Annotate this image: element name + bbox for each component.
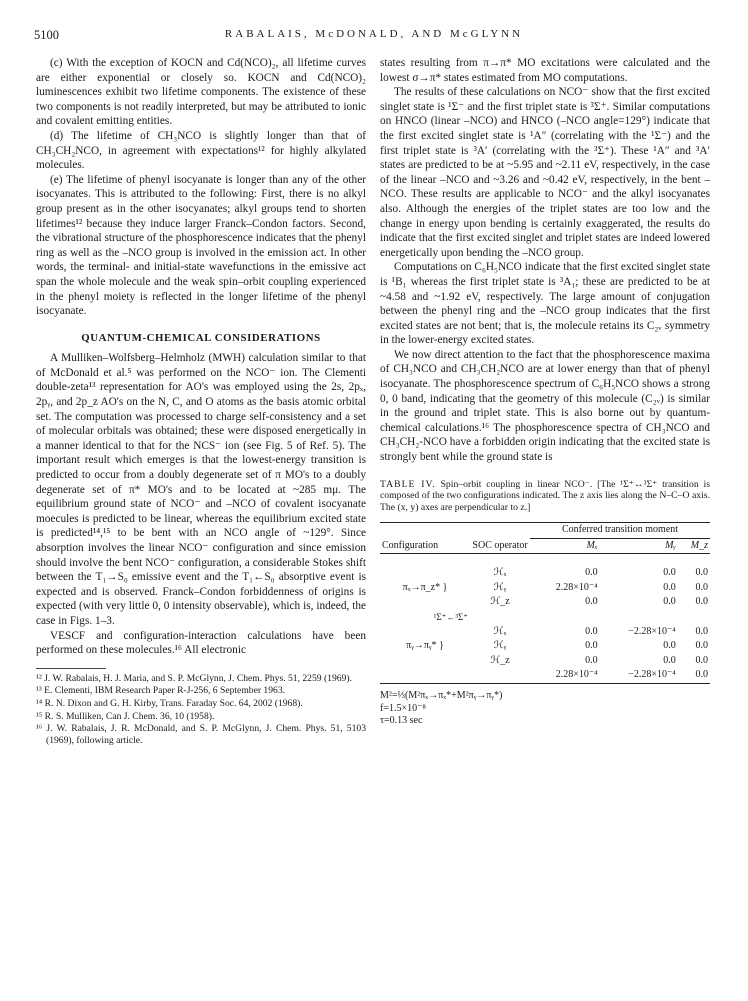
footnote: ¹⁴ R. N. Dixon and G. H. Kirby, Trans. Faraday Soc. 64, 2002 (1968). (36, 697, 303, 709)
page-number: 5100 (34, 28, 59, 42)
table-row: ℋ_z 0.0 0.0 0.0 (490, 654, 708, 666)
right-column (380, 56, 710, 728)
page-header (34, 28, 714, 48)
paragraph: Computations on C₆H₅NCO indicate that the first excited singlet state is ¹B₁ whereas the first triplet state is ³A₁; these are predicted to be at ~4.58 and ~1.92 eV, respectively. The large amount of conjugation between the phenyl ring and the –NCO group indicates that the first excited states are not bent; that is, the molecule retains its C₂ᵥ symmetry in the lower-energy excited states. (380, 261, 710, 347)
table-caption-text: Spin–orbit coupling in linear NCO⁻. [The ¹Σ⁺↔³Σ⁺ transition is composed of the two configurations indicated. The z axis lies along the N–C–O axis. The (x, y) axes are perpendicular to z.] (380, 478, 710, 514)
section-heading: QUANTUM-CHEMICAL CONSIDERATIONS (81, 331, 321, 344)
table-notes (380, 690, 710, 728)
paragraph: A Mulliken–Wolfsberg–Helmholz (MWH) calculation similar to that of McDonald et al.⁵ was performed on the NCO⁻ ion. The Clementi double-zeta¹³ representation for AO's was employed using the 2s, 2pₓ, 2pᵧ, and 2p_z AO's on the N, C, and O atoms as the basis atomic orbital set. The computation was processed to charge self-consistency and a set of molecular orbitals was obtained; these were disposed energetically in a manner identical to that for the NCS⁻ ion (see Fig. 5 of Ref. 5). The important result which emerges is that the lowest-energy transition is predicted to occur from a doubly degenerate set of π MO's to a doubly degenerate set of π* MO's and to be located at ~285 mμ. The equilibrium ground state of NCO⁻ and –NCO of covalent isocyanate moecules is predicted to be linear, whereas the equilibrium excited state is predicted¹⁴,¹⁵ to be bent with an NCO angle of ~129°. Since absorption involves the linear NCO⁻ configuration and since emission should involve the bent NCO⁻ configuration, a considerable Stokes shift between the T₁→S₀ emissive event and the T₁←S₀ absorptive event is expected and is observed. Franck–Condon forbiddenness of origins is expected (with very little 0, 0 intensity observable), which is, indeed, the case in Figs. 1–3. (36, 352, 366, 627)
footnote: ¹² J. W. Rabalais, H. J. Maria, and S. P. McGlynn, J. Chem. Phys. 51, 2259 (1969). (36, 672, 352, 684)
table-row: πᵧ→πᵧ* } ℋₓ 0.0 −2.28×10⁻⁴ 0.0 (380, 625, 710, 640)
table-note: f=1.5×10⁻⁸ (380, 702, 426, 714)
running-head: RABALAIS, McDONALD, AND McGLYNN (224, 28, 524, 40)
table-total-row: 2.28×10⁻⁴ −2.28×10⁻⁴ 0.0 (380, 668, 710, 683)
paragraph: (c) With the exception of KOCN and Cd(NCO)₂, all lifetime curves are either exponential or closely so. KOCN and Cd(NCO)₂ luminescences exhibit two lifetime components. The existence of these two components is not readily interpreted, but may be attributed to ionic and covalent emitting entities. (36, 57, 366, 128)
transition-label: ¹Σ⁺←³Σ⁺ (433, 611, 469, 622)
paragraph: states resulting from π→π* MO excitations were calculated and the lowest σ→π* states estimated from MO computations. (380, 57, 710, 84)
column-header: Configuration (380, 538, 470, 554)
table-row: ℋ_z 0.0 0.0 0.0 (490, 596, 708, 608)
table-row: ℋᵧ 0.0 0.0 0.0 (493, 640, 708, 652)
column-group-header: Conferred transition moment (530, 523, 710, 539)
table-row: ℋᵧ 2.28×10⁻⁴ 0.0 0.0 (493, 581, 708, 593)
column-header: SOC operator (470, 538, 530, 554)
left-column (36, 56, 366, 747)
configuration-cell: πᵧ→πᵧ* } (406, 640, 444, 652)
footnote: ¹³ E. Clementi, IBM Research Paper R-J-256, 6 September 1963. (36, 685, 286, 697)
table-row: πₓ→π_z* } ℋₓ 0.0 0.0 0.0 (380, 566, 710, 581)
configuration-cell: πₓ→π_z* } (402, 581, 448, 593)
paragraph: (e) The lifetime of phenyl isocyanate is longer than any of the other isocyanates. This is attributed to the following: First, there is no alkyl group present as in the other isocyanates; alkyl groups tend to shorten lifetimes¹² because they induce larger Franck–Condon factors. Second, the vibrational structure of the phosphorescence indicates that the phenyl ring as well as the –NCO group is involved in the emission act. In other words, the terminal- and initial-state wavefunctions in the emissive act span the whole molecule and the weak spin–orbit coupling experienced in the phenyl moiety is reflected in the longer lifetime of the phenyl isocyanate. (36, 173, 366, 318)
table-label: TABLE IV. (380, 478, 436, 490)
spin-orbit-table (380, 522, 710, 684)
table-note: M²=⅓(M²πₓ→πₓ*+M²πᵧ→πᵧ*) (380, 689, 503, 701)
footnote: ¹⁵ R. S. Mulliken, Can J. Chem. 36, 10 (1958). (36, 710, 215, 722)
column-header: Mᵧ (600, 538, 678, 554)
footnote-rule (36, 668, 106, 669)
paragraph: (d) The lifetime of CH₃NCO is slightly longer than that of CH₃CH₂NCO, in agreement with expectations¹² for highly alkylated molecules. (36, 129, 366, 172)
paragraph: The results of these calculations on NCO⁻ show that the first excited singlet state is ¹Σ⁻ and the first triplet state is ³Σ⁺. Similar computations on HNCO (linear –NCO) and HNCO (–NCO angle=129°) indicate that the first excited singlet state is ¹A″ (correlating with the ¹Σ⁻) and the first triplet state is ³A′ (correlating with the ³Σ⁺). These ¹A″ and ³A′ states are predicted to be at ~5.95 and ~2.11 eV, respectively, in the case of the linear –NCO and ~3.26 and ~0.42 eV, respectively, in the bent –NCO. These results are applicable to NCO⁻ and the alkyl isocyanates also. Although the energies of the triplet states are too low and the change in energy upon bending is certainly exaggerated, the results do indicate that the first excited singlet and triplet states are indeed lowered energetically upon bending the –NCO group. (380, 86, 710, 259)
paragraph: VESCF and configuration-interaction calculations have been performed on these molecules.¹⁶ All electronic (36, 629, 366, 657)
paragraph: We now direct attention to the fact that the phosphorescence maxima of CH₃NCO and CH₃CH₂NCO are at lower energy than that of phenyl isocyanate. The phosphorescence spectrum of C₆H₅NCO shows a strong 0, 0 band, indicating that the geometry of this molecule (C₂ᵥ) is similar in the ground and triplet state. This is also borne out by quantum-chemical calculations.¹⁶ The phosphorescence spectra of CH₃NCO and CH₃CH₂-NCO have a forbidden origin indicating that the excited state is strongly bent while the ground state is (380, 348, 710, 464)
footnote: ¹⁶ J. W. Rabalais, J. R. McDonald, and S. P. McGlynn, J. Chem. Phys. 51, 5103 (1969), following article. (36, 723, 366, 746)
footnotes (36, 673, 366, 747)
table-caption (380, 479, 710, 514)
column-header: Mₓ (530, 538, 600, 554)
column-header: M_z (678, 538, 710, 554)
table-note: τ=0.13 sec (380, 715, 423, 727)
